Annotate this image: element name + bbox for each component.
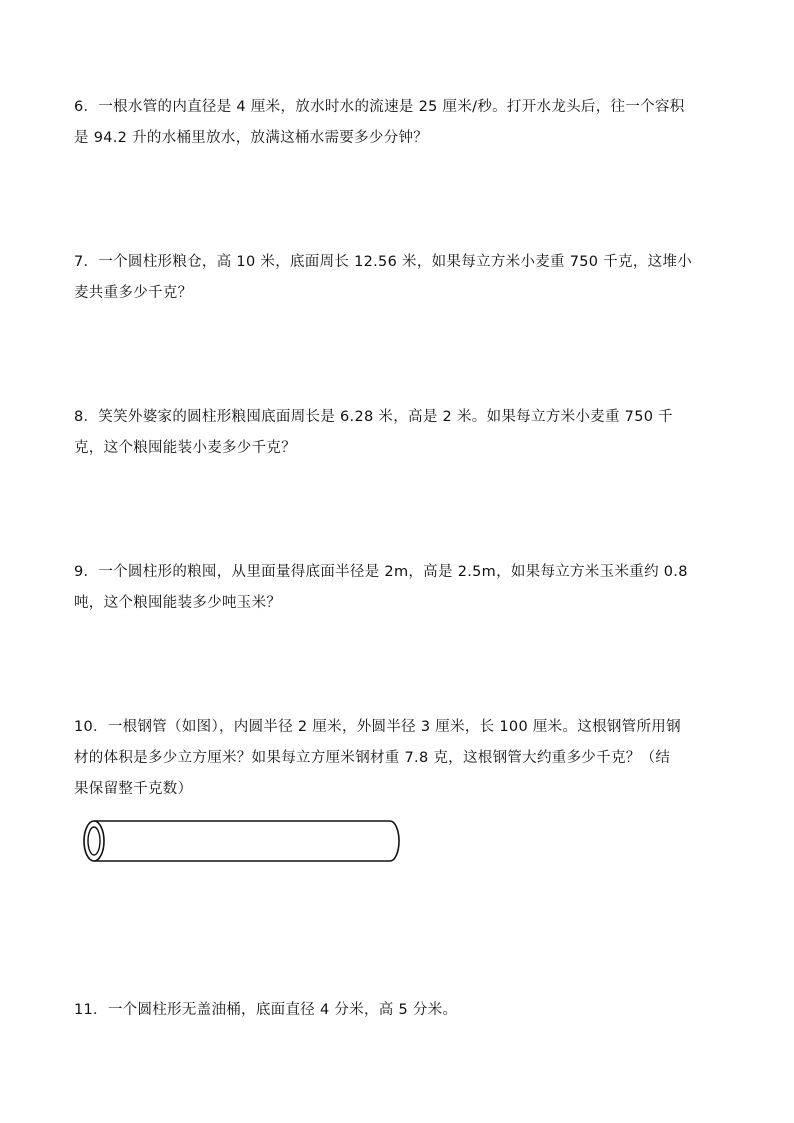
pipe-body bbox=[94, 821, 399, 861]
question-11 bbox=[74, 995, 728, 1026]
question-8-line-1: 8．笑笑外婆家的圆柱形粮囤底面周长是 6.28 米，高是 2 米。如果每立方米小麦重 750 千 bbox=[74, 409, 673, 425]
pipe-inner-rim bbox=[88, 827, 100, 855]
question-8 bbox=[74, 402, 728, 464]
question-6 bbox=[74, 92, 728, 154]
question-10-line-2: 材的体积是多少立方厘米？如果每立方厘米钢材重 7.8 克，这根钢管大约重多少千克？（结 bbox=[74, 750, 671, 766]
question-9 bbox=[74, 557, 728, 619]
steel-pipe-figure bbox=[80, 818, 402, 864]
question-9-line-1: 9．一个圆柱形的粮囤，从里面量得底面半径是 2m，高是 2.5m，如果每立方米玉米重约 0.8 bbox=[74, 564, 688, 580]
question-10 bbox=[74, 712, 728, 805]
question-7-line-2: 麦共重多少千克？ bbox=[74, 285, 193, 301]
question-6-line-2: 是 94.2 升的水桶里放水，放满这桶水需要多少分钟？ bbox=[74, 130, 429, 146]
question-7-line-1: 7．一个圆柱形粮仓，高 10 米，底面周长 12.56 米，如果每立方米小麦重 750 千克，这堆小 bbox=[74, 254, 693, 270]
question-9-line-2: 吨，这个粮囤能装多少吨玉米？ bbox=[74, 595, 282, 611]
question-10-line-1: 10．一根钢管（如图），内圆半径 2 厘米，外圆半径 3 厘米，长 100 厘米。这根钢管所用钢 bbox=[74, 719, 681, 735]
question-10-line-3: 果保留整千克数） bbox=[74, 781, 193, 797]
question-8-line-2: 克，这个粮囤能装小麦多少千克？ bbox=[74, 440, 296, 456]
question-6-line-1: 6．一根水管的内直径是 4 厘米，放水时水的流速是 25 厘米/秒。打开水龙头后，往一个容积 bbox=[74, 99, 685, 115]
question-11-line-1: 11．一个圆柱形无盖油桶，底面直径 4 分米，高 5 分米。 bbox=[74, 1002, 458, 1018]
question-7 bbox=[74, 247, 728, 309]
